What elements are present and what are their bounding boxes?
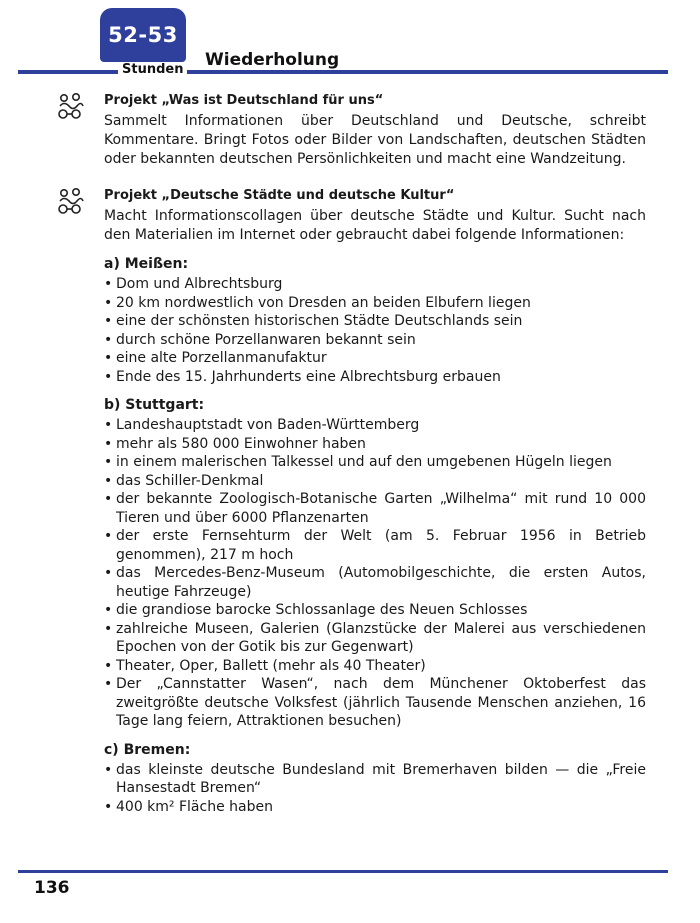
group-activity-icon [54, 92, 88, 122]
list-item: • eine alte Porzellanmanufaktur [104, 349, 646, 368]
page-number: 136 [34, 878, 70, 898]
project-block-2 [60, 187, 646, 816]
project-heading: Projekt „Deutsche Städte und deutsche Kultur“ [104, 188, 455, 203]
project-block-1 [60, 92, 646, 169]
section-stuttgart [104, 396, 646, 731]
group-activity-icon [54, 187, 88, 217]
section-title: a) Meißen: [104, 256, 189, 272]
project-text: Macht Informationscollagen über deutsche Städte und Kultur. Sucht nach den Materialien im Internet oder gebraucht dabei folgende Informationen: [104, 208, 646, 243]
bullet-list [104, 761, 646, 817]
list-item: • mehr als 580 000 Einwohner haben [104, 435, 646, 454]
list-item: • 20 km nordwestlich von Dresden an beiden Elbufern liegen [104, 294, 646, 313]
bullet-list [104, 416, 646, 731]
page-header [0, 0, 700, 84]
list-item: • in einem malerischen Talkessel und auf den umgebenen Hügeln liegen [104, 453, 646, 472]
page-title: Wiederholung [205, 50, 340, 70]
list-item: • Dom und Albrechtsburg [104, 275, 646, 294]
footer-rule [18, 870, 668, 873]
list-item: • durch schöne Porzellanwaren bekannt sein [104, 331, 646, 350]
project-text: Sammelt Informationen über Deutschland und Deutsche, schreibt Kommentare. Bringt Fotos oder Bilder von Landschaften, deutschen Städten oder bekannten deutschen Persönlichkeiten und macht eine Wandzeitung. [104, 113, 646, 167]
list-item: • die grandiose barocke Schlossanlage des Neuen Schlosses [104, 601, 646, 620]
section-title: c) Bremen: [104, 741, 191, 758]
list-item: • eine der schönsten historischen Städte Deutschlands sein [104, 312, 646, 331]
section-title: b) Stuttgart: [104, 397, 205, 413]
project-heading: Projekt „Was ist Deutschland für uns“ [104, 93, 384, 108]
bullet-list [104, 275, 646, 386]
list-item: • zahlreiche Museen, Galerien (Glanzstücke der Malerei aus verschiedenen Epochen von der Gotik bis zur Gegenwart) [104, 620, 646, 657]
page-content [60, 92, 646, 834]
list-item: • der bekannte Zoologisch-Botanische Garten „Wilhelma“ mit rund 10 000 Tieren und über 6000 Pflanzenarten [104, 490, 646, 527]
list-item: • das Schiller-Denkmal [104, 472, 646, 491]
list-item: • Ende des 15. Jahrhunderts eine Albrechtsburg erbauen [104, 368, 646, 387]
list-item: • das Mercedes-Benz-Museum (Automobilgeschichte, die ersten Autos, heutige Fahrzeuge) [104, 564, 646, 601]
list-item: • Der „Cannstatter Wasen“, nach dem Münchener Oktoberfest das zweitgrößte deutsche Volksfest (jährlich Tausende Menschen anziehen, 16 Tage lang feiern, Attraktionen besuchen) [104, 675, 646, 731]
list-item: • das kleinste deutsche Bundesland mit Bremerhaven bilden — die „Freie Hansestadt Bremen“ [104, 761, 646, 798]
lesson-number-tab [100, 8, 186, 62]
section-bremen [104, 741, 646, 817]
lesson-unit-label: Stunden [118, 62, 187, 77]
list-item: • Theater, Oper, Ballett (mehr als 40 Theater) [104, 657, 646, 676]
list-item: • Landeshauptstadt von Baden-Württemberg [104, 416, 646, 435]
section-meissen [104, 255, 646, 386]
header-rule [18, 70, 668, 74]
list-item: • 400 km² Fläche haben [104, 798, 646, 817]
lesson-number: 52-53 [108, 23, 178, 47]
list-item: • der erste Fernsehturm der Welt (am 5. Februar 1956 in Betrieb genommen), 217 m hoch [104, 527, 646, 564]
